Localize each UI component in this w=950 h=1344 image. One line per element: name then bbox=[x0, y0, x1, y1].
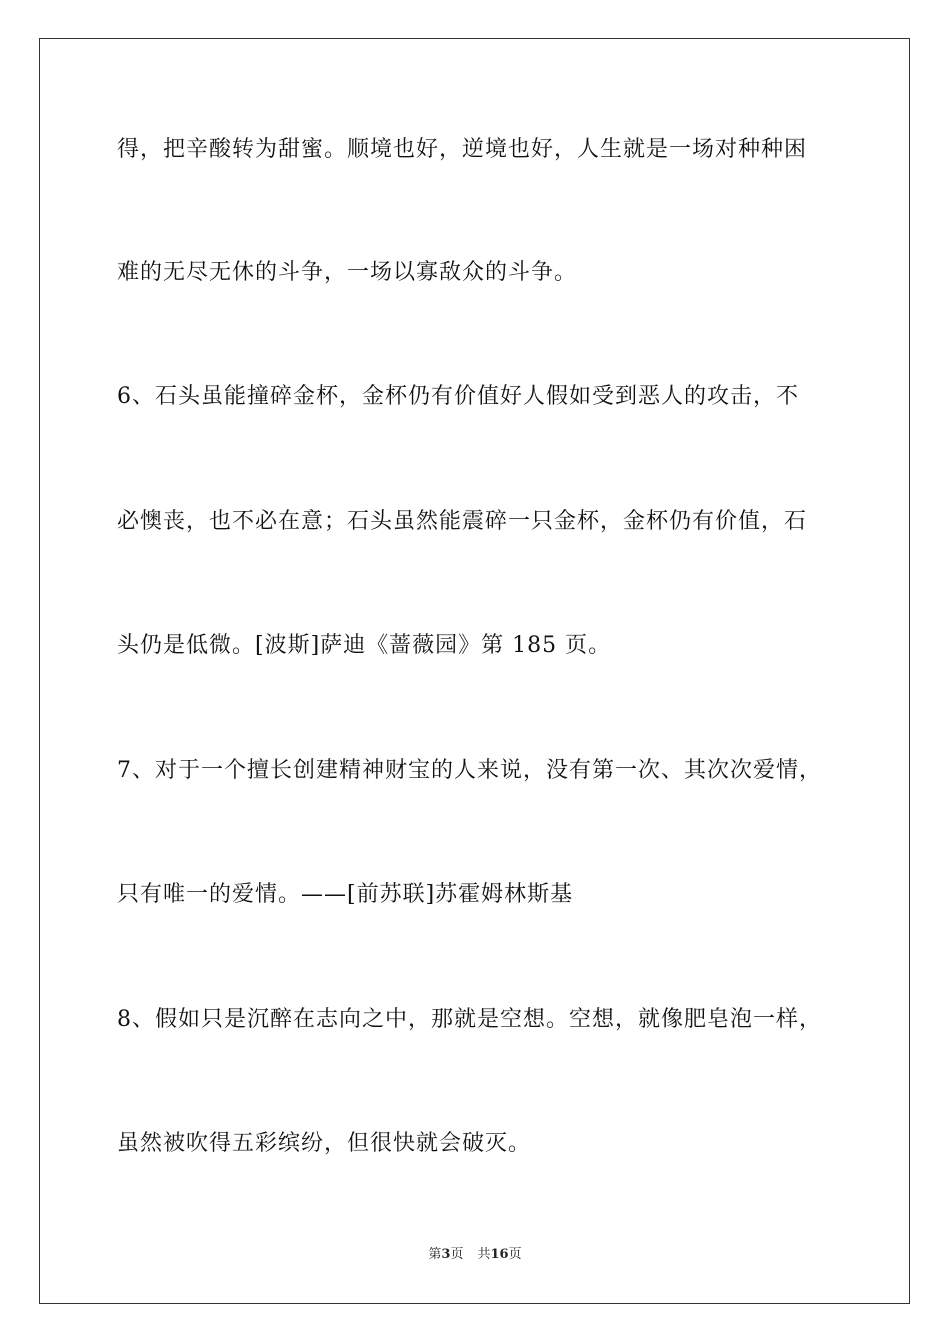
footer-total-suffix: 页 bbox=[508, 1247, 522, 1262]
text-line-1: 得，把辛酸转为甜蜜。顺境也好，逆境也好，人生就是一场对种种困 bbox=[117, 137, 808, 162]
page-footer bbox=[0, 1246, 950, 1264]
page-border bbox=[39, 38, 910, 1304]
footer-total-pages: 16 bbox=[490, 1247, 509, 1262]
text-line-2: 难的无尽无休的斗争，一场以寡敌众的斗争。 bbox=[117, 260, 578, 285]
text-line-5: 头仍是低微。[波斯]萨迪《蔷薇园》第 185 页。 bbox=[117, 633, 612, 658]
text-line-7: 只有唯一的爱情。——[前苏联]苏霍姆林斯基 bbox=[117, 882, 574, 907]
footer-page-suffix: 页 bbox=[450, 1247, 464, 1262]
footer-total-prefix: 共 bbox=[477, 1247, 491, 1262]
text-line-8: 8、假如只是沉醉在志向之中，那就是空想。空想，就像肥皂泡一样， bbox=[117, 1007, 822, 1032]
text-line-4: 必懊丧，也不必在意；石头虽然能震碎一只金杯，金杯仍有价值，石 bbox=[117, 509, 808, 534]
text-line-6: 7、对于一个擅长创建精神财宝的人来说，没有第一次、其次次爱情， bbox=[117, 758, 822, 783]
text-line-9: 虽然被吹得五彩缤纷，但很快就会破灭。 bbox=[117, 1131, 532, 1156]
footer-page-number: 3 bbox=[441, 1247, 451, 1262]
footer-page-prefix: 第 bbox=[428, 1247, 442, 1262]
text-line-3: 6、石头虽能撞碎金杯，金杯仍有价值好人假如受到恶人的攻击，不 bbox=[117, 384, 799, 409]
